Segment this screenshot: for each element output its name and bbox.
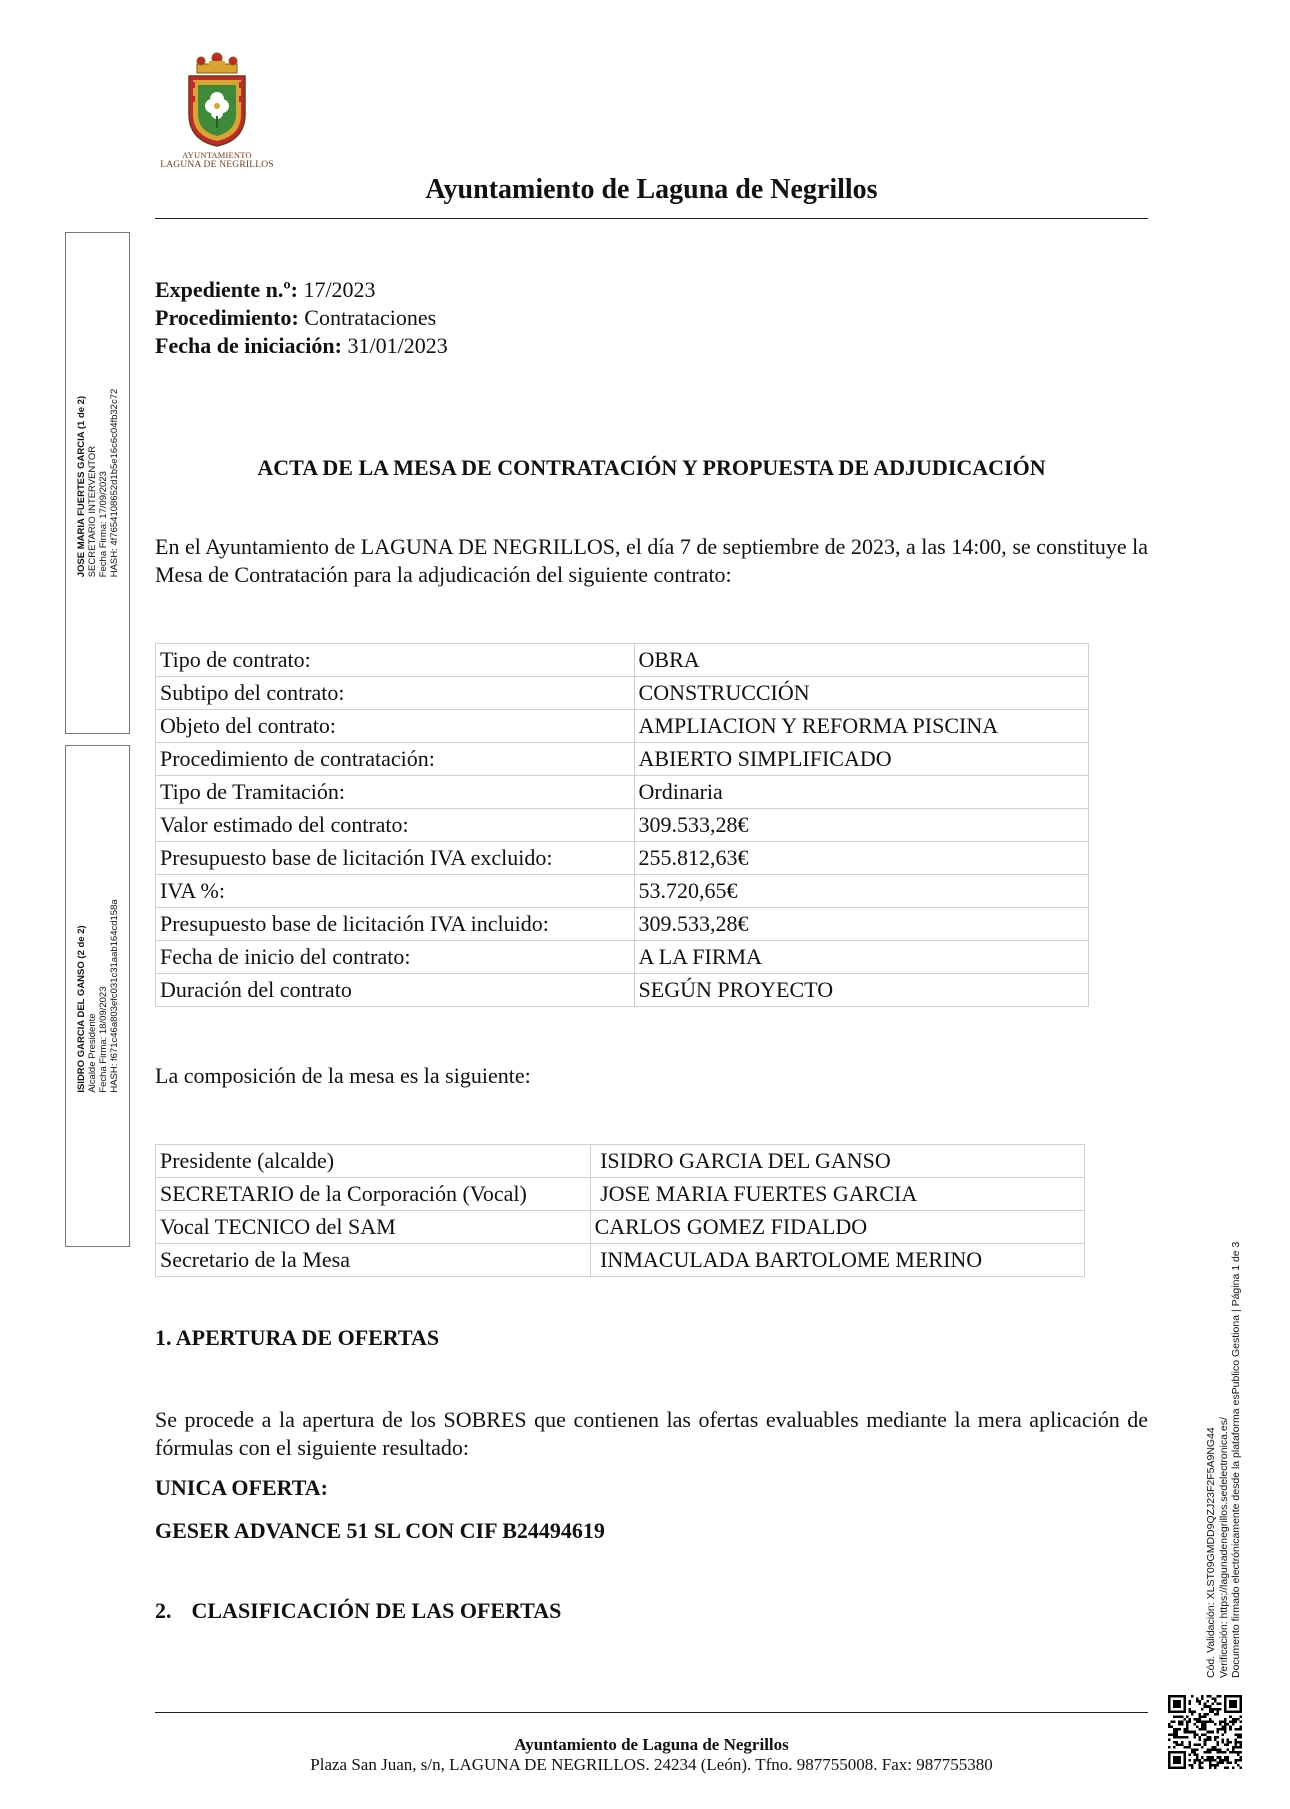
member-row-value: INMACULADA BARTOLOME MERINO [590, 1244, 1084, 1277]
member-row [156, 1244, 1085, 1277]
member-row-label: SECRETARIO de la Corporación (Vocal) [156, 1178, 591, 1211]
member-row-value: CARLOS GOMEZ FIDALDO [590, 1211, 1084, 1244]
section1-heading: 1. APERTURA DE OFERTAS [155, 1325, 440, 1350]
contract-row-label: Tipo de contrato: [156, 644, 635, 677]
fecha-value: 31/01/2023 [347, 333, 448, 358]
member-row [156, 1178, 1085, 1211]
contract-row [156, 908, 1089, 941]
expedient-meta [155, 276, 448, 360]
procedimiento-label: Procedimiento: [155, 305, 299, 330]
member-row-label: Presidente (alcalde) [156, 1145, 591, 1178]
signature-1-hash: HASH: 4f7654108652d1b5e16c6c04fb32c72 [108, 388, 120, 578]
verification-url[interactable]: Verificación: https://lagunadenegrillos.sedelectronica.es/ [1217, 1417, 1230, 1678]
section2-heading [155, 1598, 561, 1624]
signature-2-date: Fecha Firma: 18/09/2023 [97, 986, 109, 1093]
contract-row-value: AMPLIACION Y REFORMA PISCINA [634, 710, 1088, 743]
contract-row [156, 677, 1089, 710]
expediente-value: 17/2023 [303, 277, 376, 302]
contract-row-label: Valor estimado del contrato: [156, 809, 635, 842]
procedimiento-row [155, 304, 448, 332]
intro-paragraph: En el Ayuntamiento de LAGUNA DE NEGRILLOS, el día 7 de septiembre de 2023, a las 14:00, se constituye la Mesa de Contratación para la adjudicación del siguiente contrato: [155, 534, 1148, 587]
signature-2-text [76, 899, 120, 1092]
qr-code-icon [1168, 1695, 1242, 1769]
section1-text: Se procede a la apertura de los SOBRES que contienen las ofertas evaluables mediante la mera aplicación de fórmulas con el siguiente resultado: [155, 1407, 1148, 1460]
committee-members-table [155, 1144, 1085, 1277]
member-row [156, 1145, 1085, 1178]
page-footer [155, 1735, 1148, 1775]
signature-2-name: ISIDRO GARCIA DEL GANSO (2 de 2) [75, 925, 87, 1093]
municipal-logo [155, 52, 279, 172]
footer-divider [155, 1712, 1148, 1713]
signature-1-text [76, 389, 120, 578]
contract-row-label: Duración del contrato [156, 974, 635, 1007]
offer-company: GESER ADVANCE 51 SL CON CIF B24494619 [155, 1518, 605, 1543]
signature-2-role: Alcalde Presidente [86, 1013, 98, 1093]
contract-row-value: Ordinaria [634, 776, 1088, 809]
contract-row [156, 644, 1089, 677]
contract-row-value: SEGÚN PROYECTO [634, 974, 1088, 1007]
contract-row-label: Procedimiento de contratación: [156, 743, 635, 776]
signature-1-name: JOSE MARIA FUERTES GARCIA (1 de 2) [75, 395, 87, 578]
contract-row-label: Presupuesto base de licitación IVA incluido: [156, 908, 635, 941]
document-title: ACTA DE LA MESA DE CONTRATACIÓN Y PROPUESTA DE ADJUDICACIÓN [257, 455, 1046, 480]
signature-box-1 [65, 232, 130, 734]
fecha-row [155, 332, 448, 360]
contract-details-table [155, 643, 1089, 1007]
contract-row [156, 809, 1089, 842]
section2-number: 2. [155, 1598, 172, 1623]
fecha-label: Fecha de iniciación: [155, 333, 342, 358]
contract-row-label: IVA %: [156, 875, 635, 908]
signature-platform-note: Documento firmado electrónicamente desde la plataforma esPublico Gestiona | Página 1 de 3 [1230, 1241, 1242, 1678]
composition-intro: La composición de la mesa es la siguiente: [155, 1063, 531, 1088]
validation-code: Cód. Validación: XLST09GMDD9QZJ23F2F5A9NG44 [1205, 1427, 1217, 1678]
signature-1-date: Fecha Firma: 17/09/2023 [97, 471, 109, 578]
contract-row [156, 974, 1089, 1007]
contract-row-label: Presupuesto base de licitación IVA excluido: [156, 842, 635, 875]
contract-row-label: Tipo de Tramitación: [156, 776, 635, 809]
contract-row-label: Subtipo del contrato: [156, 677, 635, 710]
member-row-label: Vocal TECNICO del SAM [156, 1211, 591, 1244]
contract-row [156, 941, 1089, 974]
contract-row-label: Fecha de inicio del contrato: [156, 941, 635, 974]
contract-row [156, 776, 1089, 809]
logo-caption-line1: AYUNTAMIENTO [182, 150, 252, 160]
expediente-row [155, 276, 448, 304]
contract-row-value: A LA FIRMA [634, 941, 1088, 974]
footer-organization: Ayuntamiento de Laguna de Negrillos [514, 1735, 789, 1754]
header-title: Ayuntamiento de Laguna de Negrillos [425, 174, 878, 205]
coat-of-arms-icon [179, 52, 255, 148]
signature-1-role: SECRETARIO INTERVENTOR [86, 445, 98, 578]
member-row-value: JOSE MARIA FUERTES GARCIA [590, 1178, 1084, 1211]
logo-caption-line2: LAGUNA DE NEGRILLOS [160, 160, 274, 170]
contract-row-label: Objeto del contrato: [156, 710, 635, 743]
contract-row-value: 255.812,63€ [634, 842, 1088, 875]
contract-row-value: 309.533,28€ [634, 809, 1088, 842]
contract-row [156, 875, 1089, 908]
member-row [156, 1211, 1085, 1244]
member-row-label: Secretario de la Mesa [156, 1244, 591, 1277]
procedimiento-value: Contrataciones [304, 305, 437, 330]
contract-row-value: 309.533,28€ [634, 908, 1088, 941]
footer-address: Plaza San Juan, s/n, LAGUNA DE NEGRILLOS. 24234 (León). Tfno. 987755008. Fax: 987755380 [310, 1755, 993, 1774]
signature-2-hash: HASH: f671c46a803efc031c31aab164cd158a [108, 899, 120, 1093]
member-row-value: ISIDRO GARCIA DEL GANSO [590, 1145, 1084, 1178]
contract-row [156, 710, 1089, 743]
signature-box-2 [65, 745, 130, 1247]
contract-row-value: ABIERTO SIMPLIFICADO [634, 743, 1088, 776]
logo-caption [155, 150, 279, 170]
single-offer-label: UNICA OFERTA: [155, 1475, 328, 1500]
contract-row [156, 743, 1089, 776]
contract-row [156, 842, 1089, 875]
header-divider [155, 218, 1148, 219]
contract-row-value: 53.720,65€ [634, 875, 1088, 908]
section2-title: CLASIFICACIÓN DE LAS OFERTAS [191, 1598, 562, 1623]
contract-row-value: OBRA [634, 644, 1088, 677]
expediente-label: Expediente n.º: [155, 277, 298, 302]
contract-row-value: CONSTRUCCIÓN [634, 677, 1088, 710]
